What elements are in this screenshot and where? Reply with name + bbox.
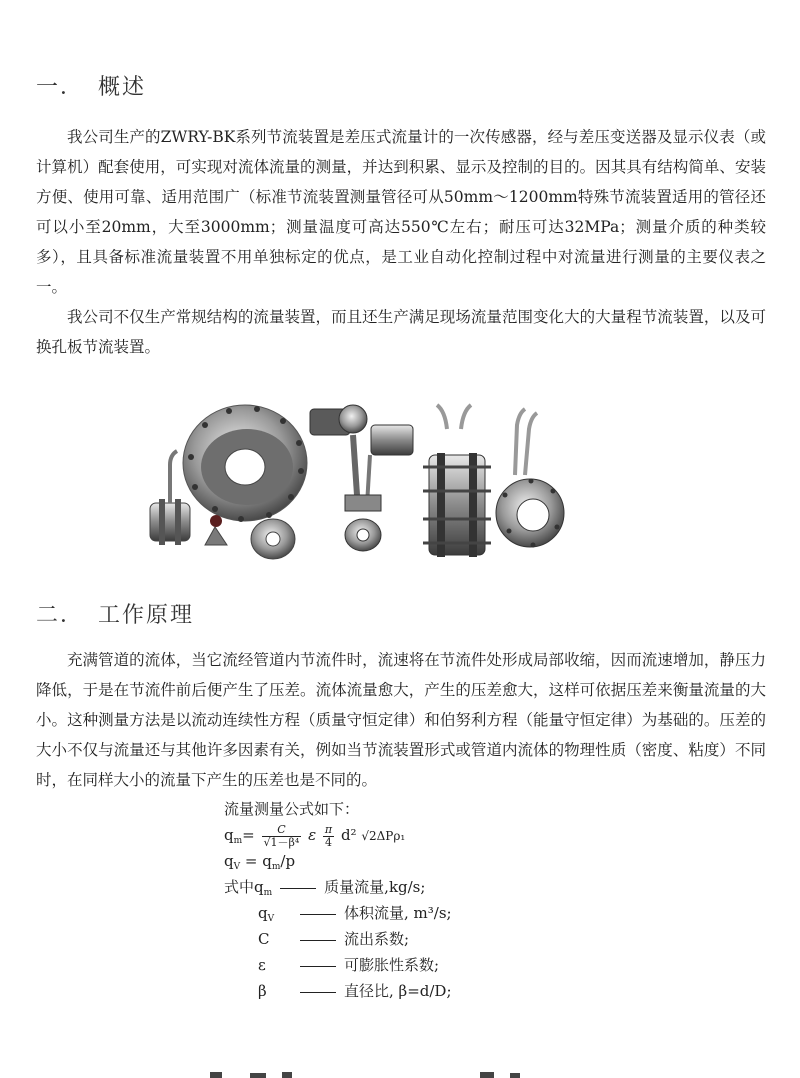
discharge-fraction: $\frac{C}{\text{√1－β⁴}}$ [263, 822, 300, 849]
where-row-c: C 流出系数; [258, 930, 410, 948]
section1-title: 概述 [98, 75, 147, 100]
section2-heading [36, 598, 194, 629]
section2-number: 二． [36, 603, 85, 628]
mass-flow-equation: $q_m=$ $\frac{C}{\text{√1－β⁴}}$ ε $\frac{\pi}{4}$ d² √2ΔPρ₁ [224, 822, 406, 849]
where-row-beta: β 直径比, β=d/D; [258, 982, 452, 1000]
bolted-orifice-assembly [423, 405, 491, 557]
section1-paragraph-2: 我公司不仅生产常规结构的流量装置，而且还生产满足现场流量范围变化大的大量程节流装置，以及可换孔板节流装置。 [36, 308, 766, 356]
cut-off-text-fragment [210, 1068, 630, 1078]
section2-title: 工作原理 [98, 603, 195, 628]
volume-flow-equation: $q_V = q_m/p$ [224, 852, 296, 872]
where-row-qm: 式中$q_m$ 质量流量,kg/s; [224, 878, 426, 898]
section2-body [36, 645, 766, 795]
transmitter-assembly [310, 405, 413, 551]
section1-paragraph-1: 我公司生产的ZWRY-BK系列节流装置是差压式流量计的一次传感器，经与差压变送器及显示仪表（或计算机）配套使用，可实现对流体流量的测量，并达到积累、显示及控制的目的。因其具有结构简单、安装方便、使用可靠、适用范围广（标准节流装置测量管径可从50mm～1200mm特殊节流装置适用的管径还可以小至20mm，大至3000mm；测量温度可高达550℃左右；耐压可达32MPa；测量介质的种类较多），且具备标准流量装置不用单独标定的优点，是工业自动化控制过程中对流量进行测量的主要仪表之一。 [36, 128, 766, 296]
section1-heading [36, 70, 146, 101]
section1-body [36, 122, 766, 362]
large-orifice-flange [183, 405, 307, 522]
section1-number: 一． [36, 75, 85, 100]
where-row-qv: $q_V$ 体积流量, m³/s; [258, 904, 452, 924]
where-row-epsilon: ε 可膨胀性系数; [258, 956, 440, 974]
product-photo [145, 395, 575, 575]
section2-paragraph-1: 充满管道的流体，当它流经管道内节流件时，流速将在节流件处形成局部收缩，因而流速增加，静压力降低，于是在节流件前后便产生了压差。流体流量愈大，产生的压差愈大，这样可依据压差来衡量流量的大小。这种测量方法是以流动连续性方程（质量守恒定律）和伯努利方程（能量守恒定律）为基础的。压差的大小不仅与流量还与其他许多因素有关，例如当节流装置形式或管道内流体的物理性质（密度、粘度）不同时，在同样大小的流量下产生的压差也是不同的。 [36, 651, 766, 789]
annular-chamber-orifice [496, 409, 564, 548]
pi-fraction: $\frac{\pi}{4}$ [324, 822, 333, 849]
flow-formula-block [224, 796, 452, 1004]
formula-intro: 流量测量公式如下： [224, 800, 360, 818]
